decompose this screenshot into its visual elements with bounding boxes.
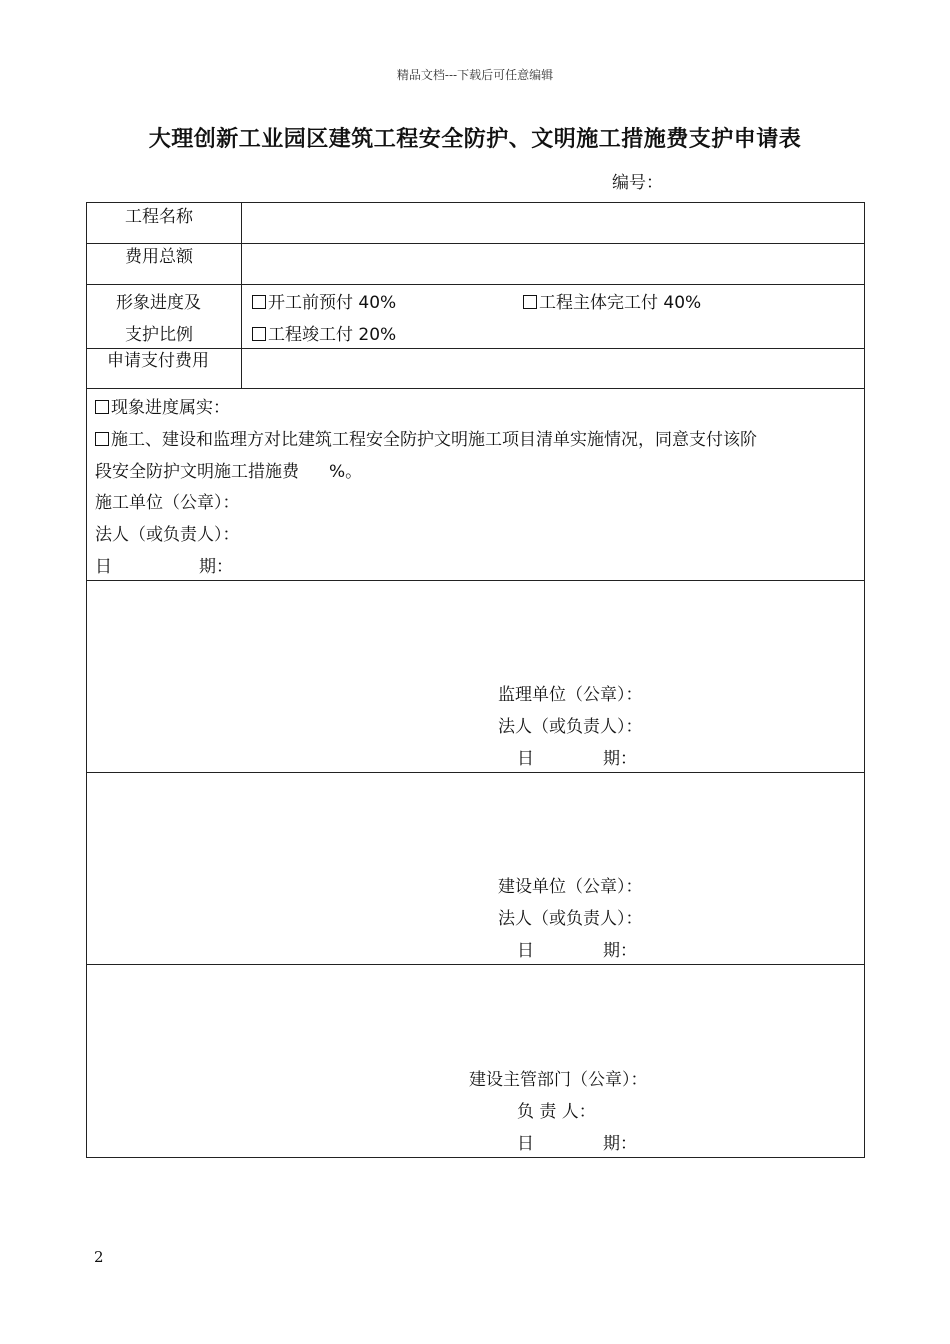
supervision-date-label-a: 日 — [517, 749, 534, 769]
row-divider — [87, 580, 864, 581]
row-divider — [87, 772, 864, 773]
authority-person-label: 负 责 人： — [517, 1102, 596, 1122]
apply-amount-label: 申请支付费用 — [107, 351, 209, 371]
option-prepay[interactable] — [252, 295, 396, 312]
progress-label-line2: 支护比例 — [125, 325, 193, 345]
supervision-legal-label: 法人（或负责人）： — [498, 717, 643, 737]
owner-date-label-b: 期： — [603, 941, 637, 961]
authority-date-label-b: 期： — [603, 1134, 637, 1154]
option-main-body[interactable] — [523, 295, 701, 312]
owner-legal-label: 法人（或负责人）： — [498, 909, 643, 929]
authority-unit-label: 建设主管部门（公章）： — [469, 1070, 648, 1090]
page-title: 大理创新工业园区建筑工程安全防护、文明施工措施费支护申请表 — [148, 127, 802, 152]
project-name-label: 工程名称 — [125, 207, 193, 227]
apply-amount-field[interactable] — [243, 349, 863, 388]
row-divider — [87, 388, 864, 389]
checkbox-icon[interactable] — [252, 327, 266, 341]
page-number: 2 — [94, 1248, 104, 1266]
column-divider — [241, 203, 242, 388]
construction-unit-label: 施工单位（公章）： — [95, 493, 240, 513]
supervision-unit-label: 监理单位（公章）： — [498, 685, 643, 705]
option-completion[interactable] — [252, 327, 396, 344]
option-main-body-label: 工程主体完工付 40% — [539, 293, 702, 313]
statement-line2-text: 段安全防护文明施工措施费 — [95, 462, 299, 482]
construction-date-label-b: 期： — [199, 557, 233, 577]
statement-line1[interactable] — [95, 432, 757, 449]
authority-date-label-a: 日 — [517, 1134, 534, 1154]
construction-date-label-a: 日 — [95, 557, 112, 577]
statement-line2 — [95, 464, 362, 481]
progress-true-item[interactable] — [95, 400, 230, 417]
checkbox-icon[interactable] — [95, 432, 109, 446]
owner-unit-label: 建设单位（公章）： — [498, 877, 643, 897]
percent-sign: %。 — [329, 462, 363, 482]
option-completion-label: 工程竣工付 20% — [268, 325, 397, 345]
checkbox-icon[interactable] — [523, 295, 537, 309]
progress-label-line1: 形象进度及 — [116, 293, 201, 313]
total-cost-field[interactable] — [243, 244, 863, 284]
project-name-field[interactable] — [243, 203, 863, 243]
header-note: 精品文档---下载后可任意编辑 — [396, 68, 554, 82]
total-cost-label: 费用总额 — [125, 247, 193, 267]
construction-legal-label: 法人（或负责人）： — [95, 525, 240, 545]
application-form-table — [86, 202, 865, 1158]
option-prepay-label: 开工前预付 40% — [268, 293, 397, 313]
row-divider — [87, 284, 864, 285]
supervision-date-label-b: 期： — [603, 749, 637, 769]
checkbox-icon[interactable] — [252, 295, 266, 309]
owner-date-label-a: 日 — [517, 941, 534, 961]
checkbox-icon[interactable] — [95, 400, 109, 414]
statement-line1-text: 施工、建设和监理方对比建筑工程安全防护文明施工项目清单实施情况，同意支付该阶 — [111, 430, 757, 450]
progress-true-label: 现象进度属实： — [111, 398, 230, 418]
form-number-label: 编号： — [612, 173, 663, 193]
row-divider — [87, 964, 864, 965]
